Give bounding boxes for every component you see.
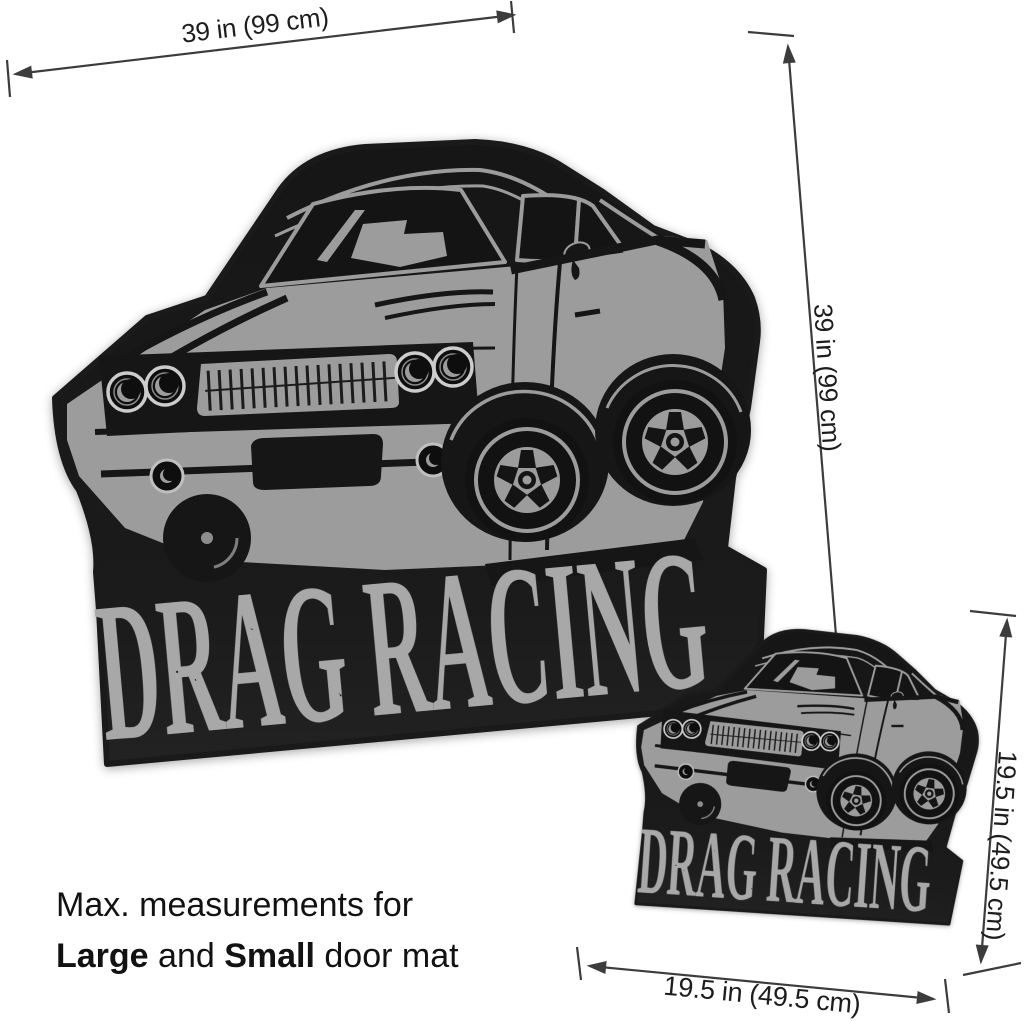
large-width-label: 39 in (99 cm): [179, 1, 331, 49]
caption-line1: Max. measurements for: [56, 886, 414, 924]
caption-bold-large: Large: [56, 937, 149, 975]
small-width-label: 19.5 in (49.5 cm): [662, 970, 862, 1020]
caption-bold-small: Small: [224, 937, 315, 975]
large-door-mat: [55, 142, 764, 784]
small-height-label: 19.5 in (49.5 cm): [979, 749, 1024, 942]
caption-line2: Large and Small door mat: [56, 937, 459, 975]
caption: [56, 880, 459, 982]
large-height-label: 39 in (99 cm): [808, 302, 847, 453]
